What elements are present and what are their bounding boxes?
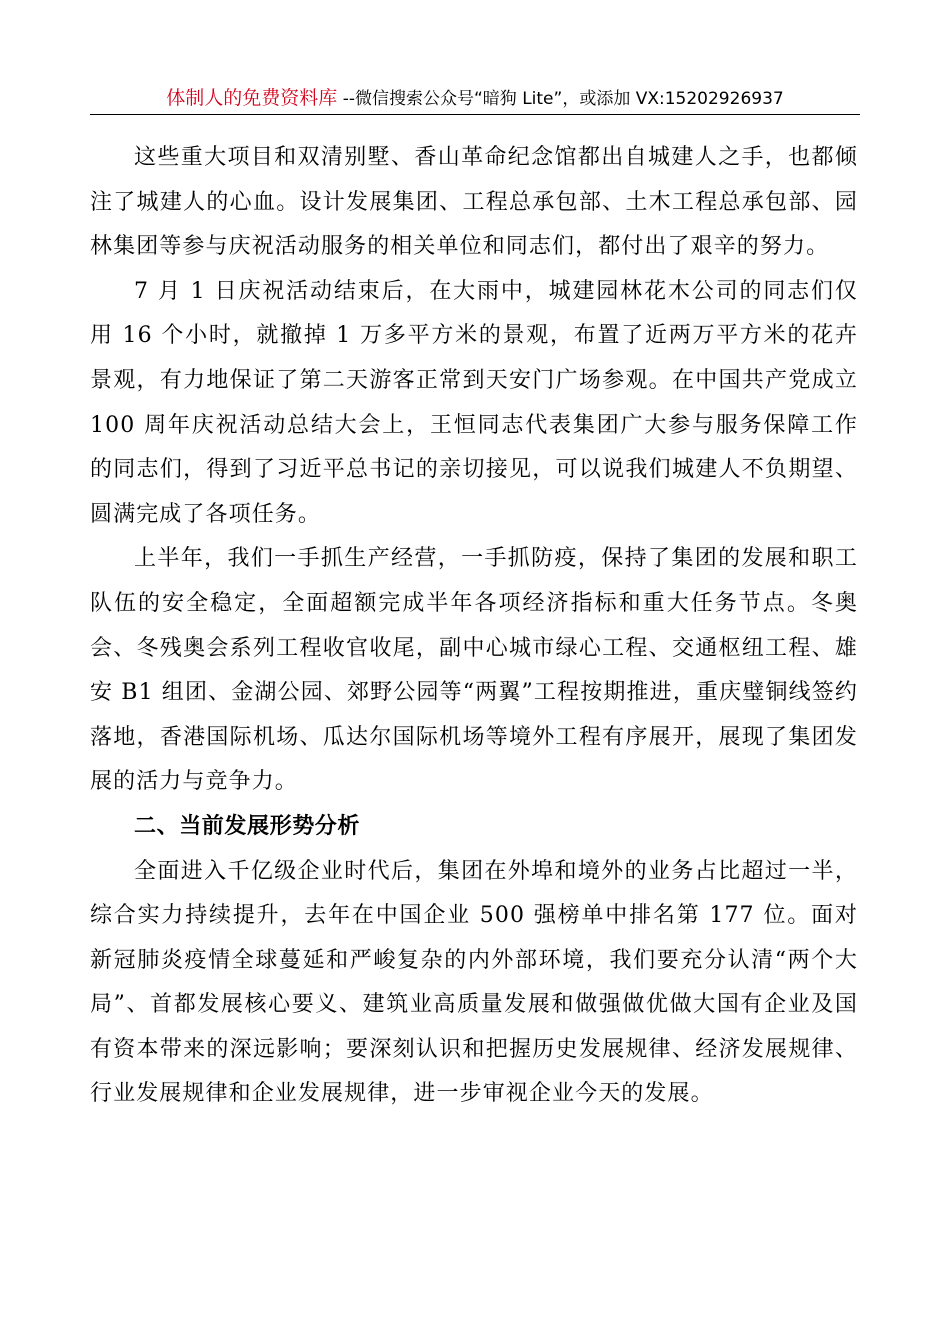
paragraph-1: 这些重大项目和双清别墅、香山革命纪念馆都出自城建人之手，也都倾注了城建人的心血。设计发展集团、工程总承包部、土木工程总承包部、园林集团等参与庆祝活动服务的相关单位和同志们，都付出了艰辛的努力。 [90, 145, 858, 260]
header-contact: --微信搜索公众号“暗狗 Lite”，或添加 VX:15202926937 [337, 89, 784, 109]
section-paragraph: 全面进入千亿级企业时代后，集团在外埠和境外的业务占比超过一半，综合实力持续提升，去年在中国企业 500 强榜单中排名第 177 位。面对新冠肺炎疫情全球蔓延和严峻复杂的内外部环境，我们要充分认清“两个大局”、首都发展核心要义、建筑业高质量发展和做强做优做大国有企业及国有资本带来的深远影响；要深刻认识和把握历史发展规律、经济发展规律、行业发展规律和企业发展规律，进一步审视企业今天的发展。 [90, 858, 858, 1107]
document-body [90, 136, 858, 1117]
header-divider [90, 114, 860, 115]
paragraph-2: 7 月 1 日庆祝活动结束后，在大雨中，城建园林花木公司的同志们仅用 16 个小时，就撤掉 1 万多平方米的景观，布置了近两万平方米的花卉景观，有力地保证了第二天游客正常到天安门广场参观。在中国共产党成立 100 周年庆祝活动总结大会上，王恒同志代表集团广大参与服务保障工作的同志们，得到了习近平总书记的亲切接见，可以说我们城建人不负期望、圆满完成了各项任务。 [90, 278, 858, 527]
section-heading: 二、当前发展形势分析 [134, 813, 361, 839]
header-brand: 体制人的免费资料库 [166, 87, 338, 109]
page-header [90, 82, 860, 114]
paragraph-3: 上半年，我们一手抓生产经营，一手抓防疫，保持了集团的发展和职工队伍的安全稳定，全面超额完成半年各项经济指标和重大任务节点。冬奥会、冬残奥会系列工程收官收尾，副中心城市绿心工程、交通枢纽工程、雄安 B1 组团、金湖公园、郊野公园等“两翼”工程按期推进，重庆璧铜线签约落地，香港国际机场、瓜达尔国际机场等境外工程有序展开，展现了集团发展的活力与竞争力。 [90, 546, 858, 795]
